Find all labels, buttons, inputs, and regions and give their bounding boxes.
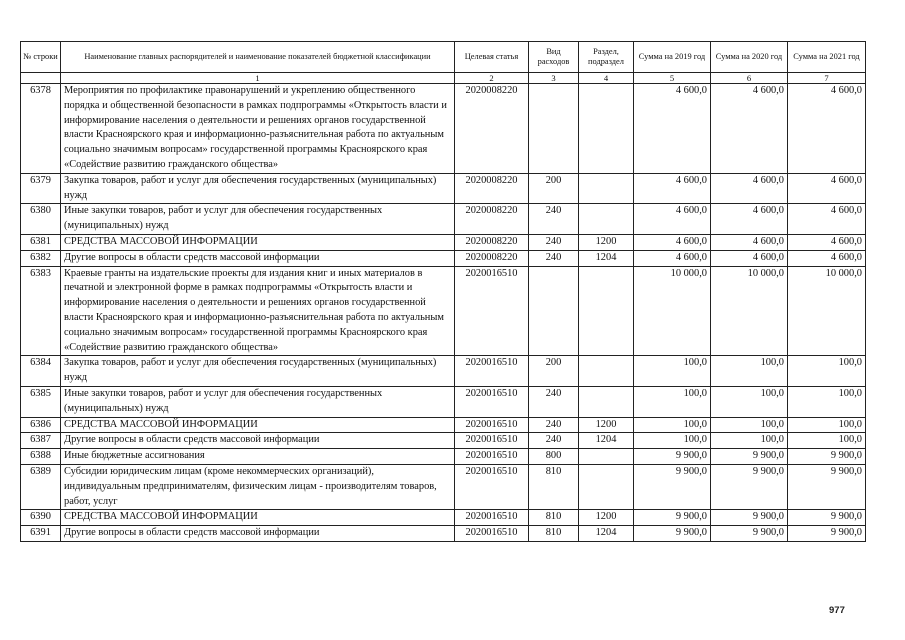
section-cell [579, 449, 634, 465]
table-row [21, 417, 866, 433]
indicator-name-cell: Закупка товаров, работ и услуг для обеспечения государственных (муниципальных) нужд [61, 356, 455, 387]
section-cell [579, 356, 634, 387]
sum-2020-cell: 4 600,0 [711, 234, 788, 250]
index-cell: 1 [61, 73, 455, 84]
section-cell [579, 173, 634, 204]
index-cell: 5 [634, 73, 711, 84]
target-article-cell: 2020016510 [455, 449, 529, 465]
table-row [21, 356, 866, 387]
table-row [21, 234, 866, 250]
sum-2021-cell: 4 600,0 [788, 84, 866, 174]
table-row [21, 433, 866, 449]
target-article-cell: 2020008220 [455, 204, 529, 235]
sum-2020-cell: 9 900,0 [711, 464, 788, 509]
sum-2019-cell: 100,0 [634, 386, 711, 417]
header-sum-2021: Сумма на 2021 год [788, 42, 866, 73]
target-article-cell: 2020008220 [455, 234, 529, 250]
sum-2019-cell: 9 900,0 [634, 449, 711, 465]
sum-2019-cell: 9 900,0 [634, 510, 711, 526]
row-number-cell: 6390 [21, 510, 61, 526]
expense-type-cell: 240 [529, 250, 579, 266]
section-cell [579, 204, 634, 235]
table-row [21, 84, 866, 174]
sum-2021-cell: 9 900,0 [788, 526, 866, 542]
table-row [21, 204, 866, 235]
sum-2019-cell: 100,0 [634, 417, 711, 433]
index-cell: 3 [529, 73, 579, 84]
sum-2020-cell: 9 900,0 [711, 449, 788, 465]
sum-2021-cell: 4 600,0 [788, 173, 866, 204]
indicator-name-cell: СРЕДСТВА МАССОВОЙ ИНФОРМАЦИИ [61, 417, 455, 433]
header-row-number: № строки [21, 42, 61, 73]
row-number-cell: 6385 [21, 386, 61, 417]
row-number-cell: 6379 [21, 173, 61, 204]
expense-type-cell: 800 [529, 449, 579, 465]
sum-2019-cell: 4 600,0 [634, 173, 711, 204]
target-article-cell: 2020016510 [455, 266, 529, 356]
section-cell: 1200 [579, 234, 634, 250]
sum-2021-cell: 10 000,0 [788, 266, 866, 356]
table-row [21, 266, 866, 356]
expense-type-cell: 240 [529, 204, 579, 235]
indicator-name-cell: СРЕДСТВА МАССОВОЙ ИНФОРМАЦИИ [61, 510, 455, 526]
sum-2020-cell: 4 600,0 [711, 204, 788, 235]
sum-2020-cell: 100,0 [711, 433, 788, 449]
sum-2019-cell: 4 600,0 [634, 84, 711, 174]
indicator-name-cell: Краевые гранты на издательские проекты для издания книг и иных материалов в печатной и электронной форме в рамках подпрограммы «Открытость власти и информирование населения о деятельности и решениях органов государственной власти Красноярского края и информационно-разъяснительная работа по актуальным социально значимым вопросам» государственной программы Красноярского края «Содействие развитию гражданского общества» [61, 266, 455, 356]
row-number-cell: 6384 [21, 356, 61, 387]
index-cell: 7 [788, 73, 866, 84]
index-cell: 6 [711, 73, 788, 84]
target-article-cell: 2020016510 [455, 510, 529, 526]
indicator-name-cell: Мероприятия по профилактике правонарушений и укреплению общественного порядка и общественной безопасности в рамках подпрограммы «Открытость власти и информирование населения о деятельности и решениях органов государственной власти Красноярского края и информационно-разъяснительная работа по актуальным социально значимым вопросам» государственной программы Красноярского края «Содействие развитию гражданского общества» [61, 84, 455, 174]
indicator-name-cell: Субсидии юридическим лицам (кроме некоммерческих организаций), индивидуальным предпринимателям, физическим лицам - производителям товаров, работ, услуг [61, 464, 455, 509]
sum-2020-cell: 4 600,0 [711, 250, 788, 266]
sum-2019-cell: 100,0 [634, 433, 711, 449]
section-cell [579, 84, 634, 174]
section-cell: 1200 [579, 417, 634, 433]
sum-2021-cell: 9 900,0 [788, 464, 866, 509]
sum-2020-cell: 9 900,0 [711, 526, 788, 542]
header-target-article: Целевая статья [455, 42, 529, 73]
sum-2021-cell: 100,0 [788, 356, 866, 387]
sum-2019-cell: 100,0 [634, 356, 711, 387]
section-cell: 1204 [579, 250, 634, 266]
row-number-cell: 6389 [21, 464, 61, 509]
expense-type-cell: 200 [529, 356, 579, 387]
target-article-cell: 2020016510 [455, 526, 529, 542]
row-number-cell: 6383 [21, 266, 61, 356]
budget-table [20, 41, 866, 542]
table-row [21, 173, 866, 204]
target-article-cell: 2020008220 [455, 173, 529, 204]
sum-2019-cell: 10 000,0 [634, 266, 711, 356]
expense-type-cell: 200 [529, 173, 579, 204]
target-article-cell: 2020016510 [455, 356, 529, 387]
indicator-name-cell: Иные закупки товаров, работ и услуг для обеспечения государственных (муниципальных) нужд [61, 204, 455, 235]
row-number-cell: 6378 [21, 84, 61, 174]
target-article-cell: 2020008220 [455, 250, 529, 266]
sum-2019-cell: 4 600,0 [634, 204, 711, 235]
expense-type-cell [529, 266, 579, 356]
target-article-cell: 2020016510 [455, 386, 529, 417]
header-sum-2020: Сумма на 2020 год [711, 42, 788, 73]
indicator-name-cell: Иные закупки товаров, работ и услуг для обеспечения государственных (муниципальных) нужд [61, 386, 455, 417]
target-article-cell: 2020008220 [455, 84, 529, 174]
page-number: 977 [829, 605, 845, 616]
sum-2021-cell: 9 900,0 [788, 449, 866, 465]
sum-2019-cell: 9 900,0 [634, 464, 711, 509]
section-cell [579, 386, 634, 417]
expense-type-cell [529, 84, 579, 174]
sum-2021-cell: 100,0 [788, 417, 866, 433]
row-number-cell: 6382 [21, 250, 61, 266]
index-cell: 2 [455, 73, 529, 84]
table-row [21, 250, 866, 266]
indicator-name-cell: Закупка товаров, работ и услуг для обеспечения государственных (муниципальных) нужд [61, 173, 455, 204]
header-name: Наименование главных распорядителей и наименование показателей бюджетной классификации [61, 42, 455, 73]
indicator-name-cell: Иные бюджетные ассигнования [61, 449, 455, 465]
header-sum-2019: Сумма на 2019 год [634, 42, 711, 73]
indicator-name-cell: Другие вопросы в области средств массовой информации [61, 526, 455, 542]
expense-type-cell: 240 [529, 234, 579, 250]
section-cell [579, 266, 634, 356]
section-cell: 1204 [579, 433, 634, 449]
row-number-cell: 6388 [21, 449, 61, 465]
row-number-cell: 6386 [21, 417, 61, 433]
sum-2021-cell: 4 600,0 [788, 234, 866, 250]
table-row [21, 449, 866, 465]
header-expense-type: Вид расходов [529, 42, 579, 73]
expense-type-cell: 240 [529, 386, 579, 417]
row-number-cell: 6391 [21, 526, 61, 542]
sum-2021-cell: 9 900,0 [788, 510, 866, 526]
sum-2019-cell: 4 600,0 [634, 250, 711, 266]
expense-type-cell: 240 [529, 417, 579, 433]
table-header-row [21, 42, 866, 73]
target-article-cell: 2020016510 [455, 433, 529, 449]
expense-type-cell: 810 [529, 510, 579, 526]
sum-2021-cell: 4 600,0 [788, 204, 866, 235]
sum-2020-cell: 4 600,0 [711, 173, 788, 204]
index-blank [21, 73, 61, 84]
sum-2020-cell: 100,0 [711, 356, 788, 387]
table-row [21, 526, 866, 542]
table-body [21, 84, 866, 542]
sum-2021-cell: 100,0 [788, 386, 866, 417]
target-article-cell: 2020016510 [455, 464, 529, 509]
sum-2019-cell: 4 600,0 [634, 234, 711, 250]
sum-2019-cell: 9 900,0 [634, 526, 711, 542]
sum-2021-cell: 4 600,0 [788, 250, 866, 266]
header-section: Раздел, подраздел [579, 42, 634, 73]
table-row [21, 386, 866, 417]
section-cell: 1204 [579, 526, 634, 542]
expense-type-cell: 240 [529, 433, 579, 449]
expense-type-cell: 810 [529, 464, 579, 509]
row-number-cell: 6380 [21, 204, 61, 235]
sum-2020-cell: 100,0 [711, 386, 788, 417]
section-cell [579, 464, 634, 509]
section-cell: 1200 [579, 510, 634, 526]
table-row [21, 510, 866, 526]
table-row [21, 464, 866, 509]
column-index-row [21, 73, 866, 84]
row-number-cell: 6387 [21, 433, 61, 449]
sum-2020-cell: 9 900,0 [711, 510, 788, 526]
indicator-name-cell: Другие вопросы в области средств массовой информации [61, 433, 455, 449]
indicator-name-cell: Другие вопросы в области средств массовой информации [61, 250, 455, 266]
sum-2021-cell: 100,0 [788, 433, 866, 449]
sum-2020-cell: 10 000,0 [711, 266, 788, 356]
index-cell: 4 [579, 73, 634, 84]
indicator-name-cell: СРЕДСТВА МАССОВОЙ ИНФОРМАЦИИ [61, 234, 455, 250]
sum-2020-cell: 100,0 [711, 417, 788, 433]
target-article-cell: 2020016510 [455, 417, 529, 433]
sum-2020-cell: 4 600,0 [711, 84, 788, 174]
expense-type-cell: 810 [529, 526, 579, 542]
row-number-cell: 6381 [21, 234, 61, 250]
